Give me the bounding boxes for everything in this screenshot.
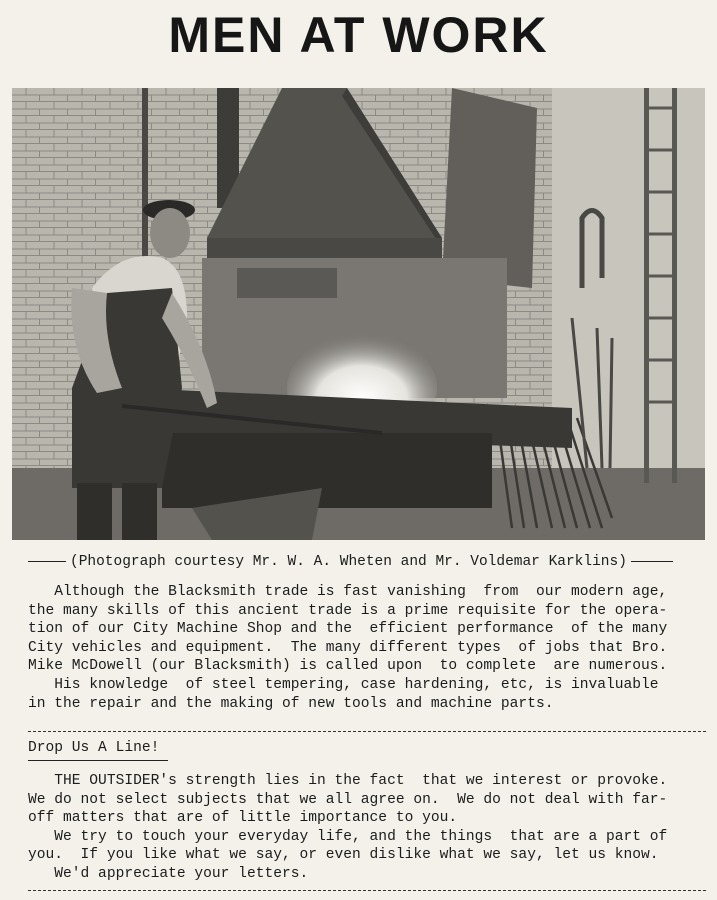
article-line: Mike McDowell (our Blacksmith) is called upon to complete are numerous. [28, 658, 668, 675]
caption-dash-right [631, 561, 673, 562]
section-line: We'd appreciate your letters. [28, 865, 309, 882]
page-headline: MEN AT WORK [168, 7, 549, 63]
section-line: you. If you like what we say, or even dislike what we say, let us know. [28, 847, 659, 864]
article-line: in the repair and the making of new tools and machine parts. [28, 695, 554, 712]
article-line: City vehicles and equipment. The many different types of jobs that Bro. [28, 639, 668, 656]
section-heading: Drop Us A Line! [28, 740, 160, 756]
section-line: We try to touch your everyday life, and the things that are a part of [28, 828, 668, 845]
section-line: We do not select subjects that we all agree on. We do not deal with far- [28, 791, 668, 808]
section-line: THE OUTSIDER's strength lies in the fact that we interest or provoke. [28, 773, 668, 789]
article-paragraph [28, 583, 710, 713]
article-line: His knowledge of steel tempering, case hardening, etc, is invaluable [28, 676, 659, 693]
section-line: off matters that are of little importance to you. [28, 810, 458, 827]
bottom-divider [28, 890, 706, 891]
section-divider [28, 731, 706, 732]
caption-dash-left [28, 561, 66, 562]
article-line: the many skills of this ancient trade is a prime requisite for the opera- [28, 602, 668, 619]
blacksmith-photo [12, 88, 705, 540]
article-line: Although the Blacksmith trade is fast vanishing from our modern age, [28, 584, 668, 600]
section-heading-underline [28, 760, 168, 761]
section-paragraph [28, 772, 710, 884]
caption-text: (Photograph courtesy Mr. W. A. Wheten and Mr. Voldemar Karklins) [70, 554, 627, 570]
photo-caption [28, 554, 708, 570]
article-line: tion of our City Machine Shop and the efficient performance of the many [28, 621, 668, 638]
